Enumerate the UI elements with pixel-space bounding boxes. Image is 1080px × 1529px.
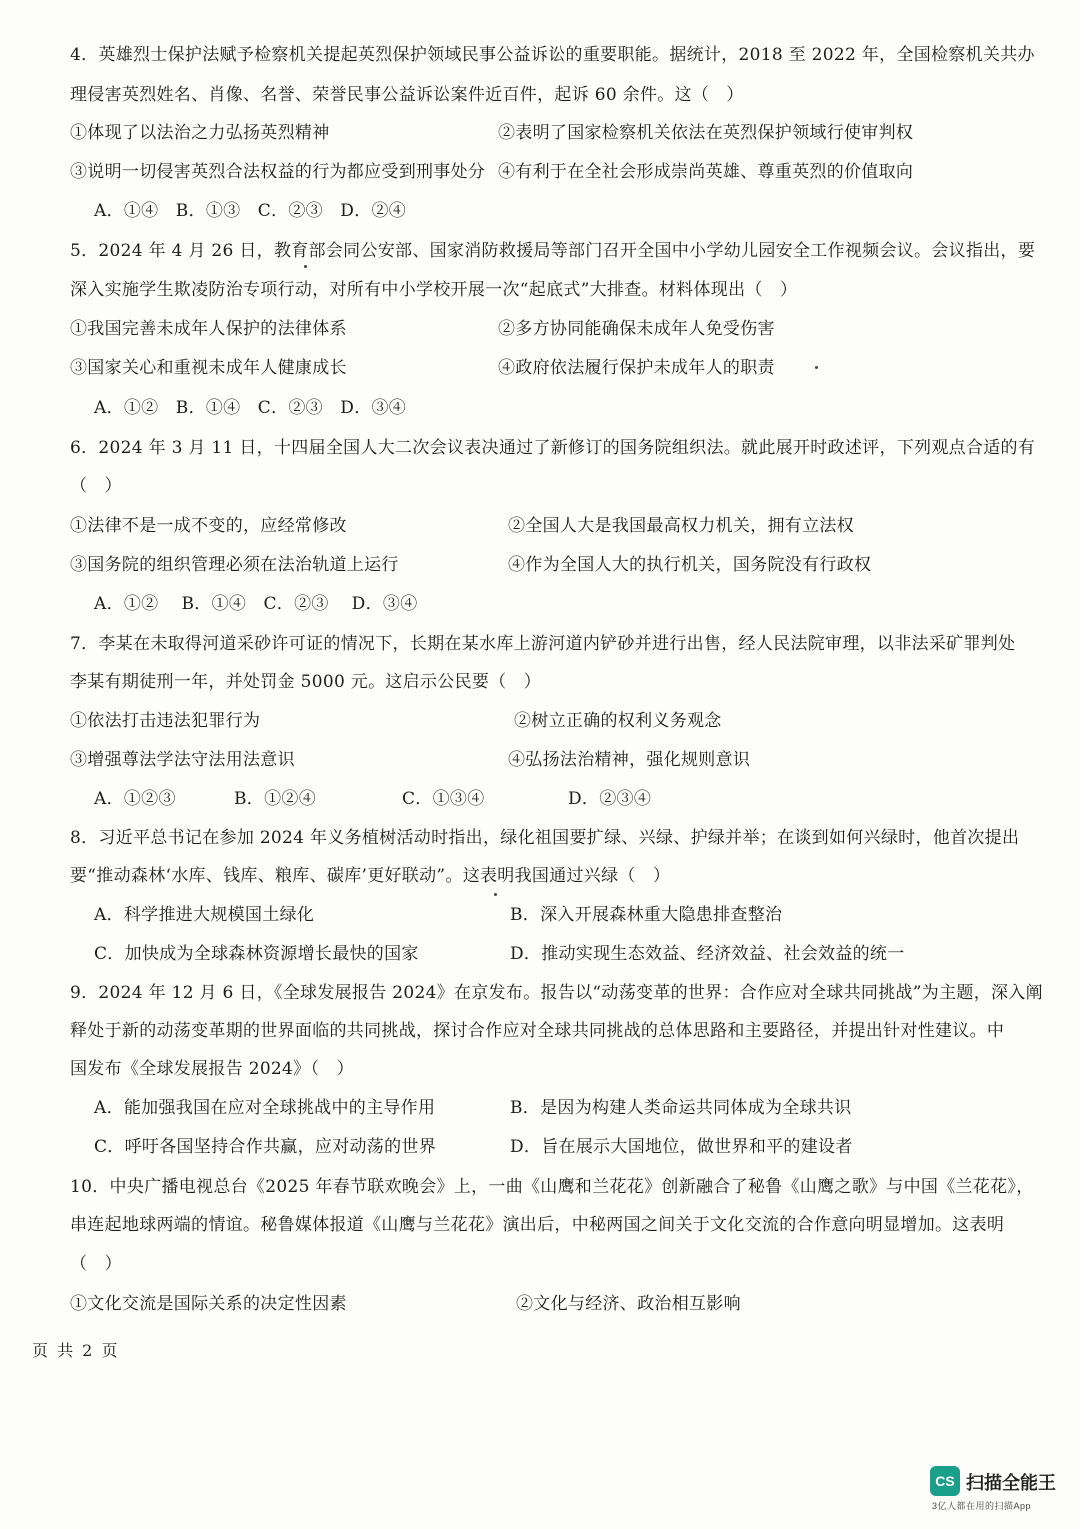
q8-choice-b: B．深入开展森林重大隐患排查整治 [510, 905, 783, 925]
cs-logo-icon: CS [930, 1466, 960, 1496]
q5-statement-1: ①我国完善未成年人保护的法律体系 [70, 319, 347, 339]
q10-stem-line-3: （ ） [70, 1254, 122, 1274]
q6-choices: A．①② B．①④ C．②③ D．③④ [94, 594, 418, 614]
q8-stem-line-2: 要“推动森林‘水库、钱库、粮库、碳库’更好联动”。这表明我国通过兴绿（ ） [70, 866, 671, 886]
q10-statement-1: ①文化交流是国际关系的决定性因素 [70, 1294, 347, 1314]
q5-stem-line-1: 5．2024 年 4 月 26 日，教育部会同公安部、国家消防救援局等部门召开全国中小学幼儿园安全工作视频会议。会议指出，要 [70, 241, 1036, 261]
q5-statement-3: ③国家关心和重视未成年人健康成长 [70, 358, 347, 378]
q4-stem-line-1: 4．英雄烈士保护法赋予检察机关提起英烈保护领域民事公益诉讼的重要职能。据统计，2018 至 2022 年，全国检察机关共办 [70, 45, 1035, 65]
q8-choice-d: D．推动实现生态效益、经济效益、社会效益的统一 [510, 944, 905, 964]
q7-statement-3: ③增强尊法学法守法用法意识 [70, 750, 295, 770]
q7-choice-c: C．①③④ [402, 789, 485, 809]
q6-stem-line-2: （ ） [70, 476, 122, 496]
q5-stem-line-2: 深入实施学生欺凌防治专项行动，对所有中小学校开展一次“起底式”大排查。材料体现出（ ） [70, 280, 798, 300]
q6-statement-3: ③国务院的组织管理必须在法治轨道上运行 [70, 555, 399, 575]
scanner-watermark [930, 1466, 1060, 1512]
q6-statement-2: ②全国人大是我国最高权力机关，拥有立法权 [508, 516, 854, 536]
q7-stem-line-1: 7．李某在未取得河道采砂许可证的情况下，长期在某水库上游河道内铲砂并进行出售，经人民法院审理，以非法采矿罪判处 [70, 634, 1016, 654]
q7-choice-b: B．①②④ [234, 789, 316, 809]
q9-choice-a: A．能加强我国在应对全球挑战中的主导作用 [94, 1098, 436, 1118]
q4-statement-3: ③说明一切侵害英烈合法权益的行为都应受到刑事处分 [70, 162, 486, 182]
scan-speck [494, 893, 497, 896]
q7-choice-d: D．②③④ [568, 789, 652, 809]
q7-statement-1: ①依法打击违法犯罪行为 [70, 711, 261, 731]
q4-statement-2: ②表明了国家检察机关依法在英烈保护领域行使审判权 [498, 123, 914, 143]
q9-choice-b: B．是因为构建人类命运共同体成为全球共识 [510, 1098, 852, 1118]
q7-choice-a: A．①②③ [94, 789, 176, 809]
scan-speck [815, 366, 818, 369]
page-footer: 页 共 2 页 [32, 1341, 120, 1360]
q7-stem-line-2: 李某有期徒刑一年，并处罚金 5000 元。这启示公民要（ ） [70, 672, 542, 692]
watermark-title: 扫描全能王 [966, 1473, 1056, 1493]
q8-choice-a: A．科学推进大规模国土绿化 [94, 905, 315, 925]
q8-stem-line-1: 8．习近平总书记在参加 2024 年义务植树活动时指出，绿化祖国要扩绿、兴绿、护绿并举；在谈到如何兴绿时，他首次提出 [70, 828, 1020, 848]
q10-stem-line-1: 10．中央广播电视总台《2025 年春节联欢晚会》上，一曲《山鹰和兰花花》创新融合了秘鲁《山鹰之歌》与中国《兰花花》， [70, 1177, 1034, 1197]
q9-choice-d: D．旨在展示大国地位，做世界和平的建设者 [510, 1137, 853, 1157]
scan-speck [304, 265, 307, 268]
q7-statement-4: ④弘扬法治精神，强化规则意识 [508, 750, 751, 770]
q9-stem-line-3: 国发布《全球发展报告 2024》（ ） [70, 1059, 354, 1079]
q6-stem-line-1: 6．2024 年 3 月 11 日，十四届全国人大二次会议表决通过了新修订的国务院组织法。就此展开时政述评，下列观点合适的有 [70, 438, 1036, 458]
q5-statement-4: ④政府依法履行保护未成年人的职责 [498, 358, 775, 378]
q5-statement-2: ②多方协同能确保未成年人免受伤害 [498, 319, 775, 339]
q4-statement-1: ①体现了以法治之力弘扬英烈精神 [70, 123, 330, 143]
q9-choice-c: C．呼吁各国坚持合作共赢，应对动荡的世界 [94, 1137, 437, 1157]
watermark-subtitle: 3亿人都在用的扫描App [932, 1501, 1032, 1511]
q6-statement-1: ①法律不是一成不变的，应经常修改 [70, 516, 347, 536]
q7-statement-2: ②树立正确的权利义务观念 [514, 711, 722, 731]
q6-statement-4: ④作为全国人大的执行机关，国务院没有行政权 [508, 555, 872, 575]
q9-stem-line-2: 释处于新的动荡变革期的世界面临的共同挑战，探讨合作应对全球共同挑战的总体思路和主要路径，并提出针对性建议。中 [70, 1021, 1005, 1041]
q10-stem-line-2: 串连起地球两端的情谊。秘鲁媒体报道《山鹰与兰花花》演出后，中秘两国之间关于文化交流的合作意向明显增加。这表明 [70, 1215, 1005, 1235]
q10-statement-2: ②文化与经济、政治相互影响 [516, 1294, 741, 1314]
q8-choice-c: C．加快成为全球森林资源增长最快的国家 [94, 944, 419, 964]
q4-stem-line-2: 理侵害英烈姓名、肖像、名誉、荣誉民事公益诉讼案件近百件，起诉 60 余件。这（ ） [70, 85, 744, 105]
q5-choices: A．①② B．①④ C．②③ D．③④ [94, 398, 407, 418]
q4-choices: A．①④ B．①③ C．②③ D．②④ [94, 201, 407, 221]
q4-statement-4: ④有利于在全社会形成崇尚英雄、尊重英烈的价值取向 [498, 162, 914, 182]
q9-stem-line-1: 9．2024 年 12 月 6 日，《全球发展报告 2024》在京发布。报告以“动荡变革的世界：合作应对全球共同挑战”为主题，深入阐 [70, 983, 1043, 1003]
